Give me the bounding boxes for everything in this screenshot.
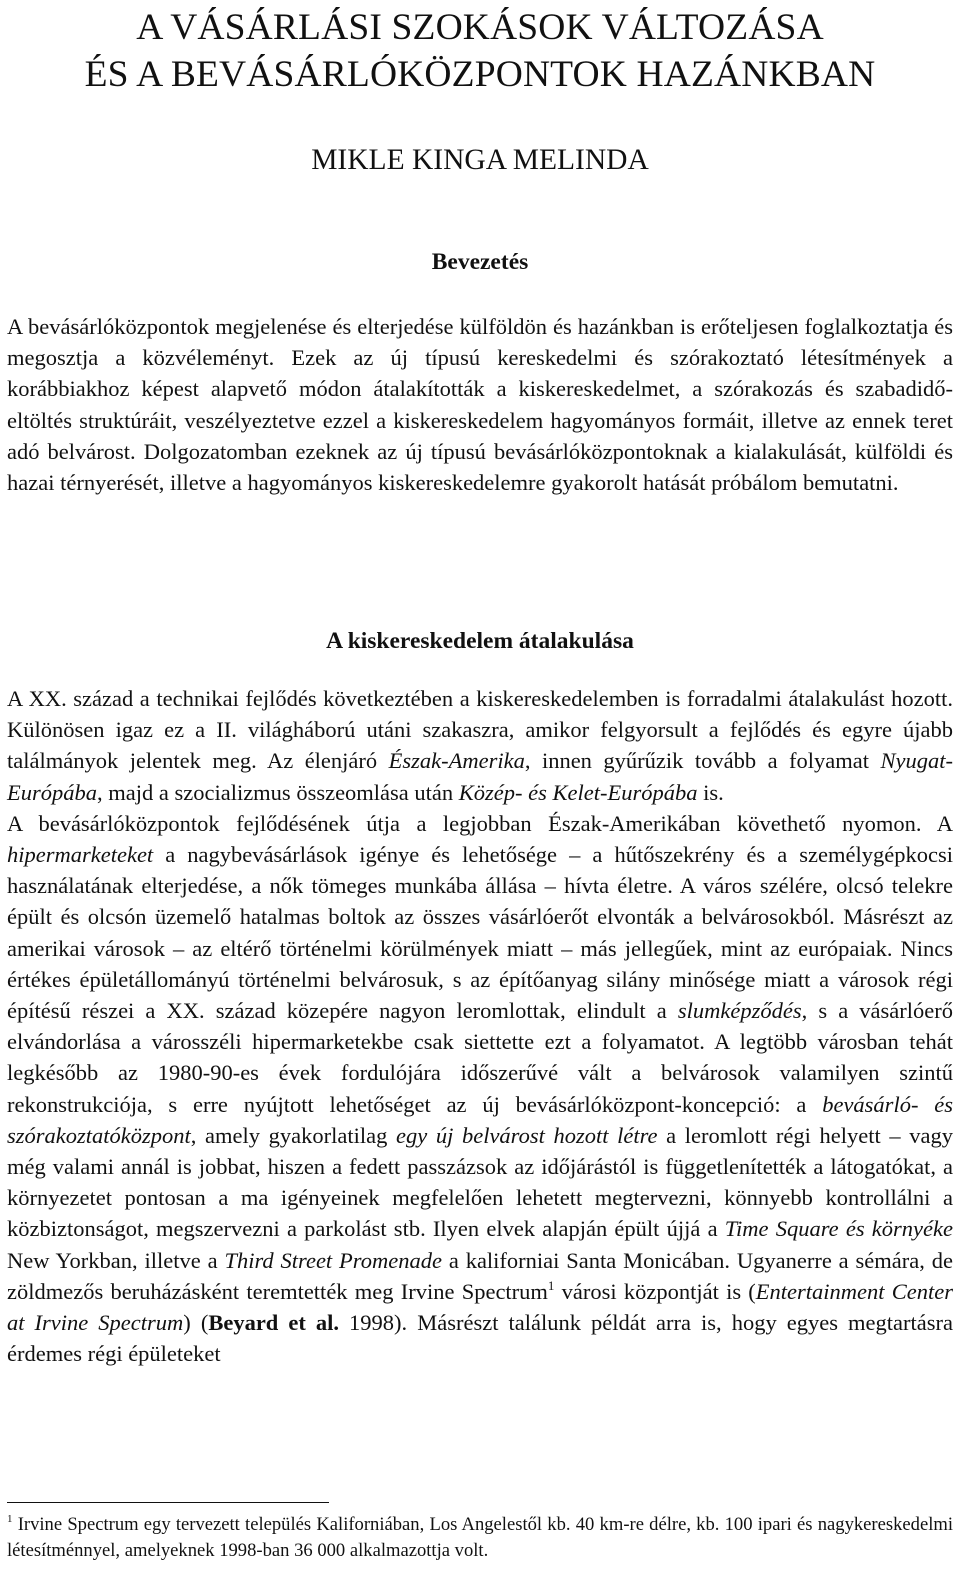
section-heading-retail-transformation: A kiskereskedelem átalakulása — [326, 628, 634, 654]
text-run: 1998). Másrészt találunk példát arra is, hogy egyes megtartásra érdemes régi épületeket — [7, 1310, 953, 1367]
introduction-body — [7, 311, 953, 498]
emphasis-western-europe: Nyugat-Európába — [7, 748, 953, 805]
text-run: New Yorkban, illetve a — [7, 1247, 225, 1273]
footnote-marker: 1 — [7, 1513, 13, 1525]
text-run: ) ( — [183, 1310, 209, 1336]
citation-author: Beyard et al. — [208, 1310, 340, 1336]
paper-title — [0, 4, 960, 98]
body-paragraph-2 — [7, 808, 953, 1370]
author-name: MIKLE KINGA MELINDA — [311, 144, 649, 176]
footnote-text: Irvine Spectrum egy tervezett település Kaliforniában, Los Angelestől kb. 40 km-re délre, kb. 100 ipari és nagykereskedelmi létesítménnyel, amelyeknek 1998-ban 36 000 alkalmazottja volt. — [7, 1514, 953, 1561]
text-run: városi központját is ( — [554, 1278, 756, 1304]
text-run: , majd a szocializmus összeomlása után — [97, 779, 459, 805]
emphasis-shopping-entertainment-center: bevásárló- és szórakoztatóközpont — [7, 1091, 953, 1148]
text-run: a kaliforniai Santa Monicában. Ugyanerre a sémára, de zöldmezős beruházásként teremtették meg Irvine Spectrum — [7, 1247, 953, 1304]
text-run: , s a vásárlóerő elvándorlása a városszéli hipermarketekbe csak siettette ezt a folyamatot. A legtöbb városban tehát legkésőbb az 1980-90-es évek fordulójára időszerűvé vált a belvárosok valamilyen szintű rekonstrukciója, s erre nyújtott lehetőséget az új bevásárlóközpont-koncepció: a — [7, 998, 953, 1117]
paper-title-line-1: A VÁSÁRLÁSI SZOKÁSOK VÁLTOZÁSA — [136, 7, 824, 48]
emphasis-central-eastern-europe: Közép- és Kelet-Európába — [458, 779, 698, 805]
body-paragraph-1 — [7, 683, 953, 808]
footnote-reference[interactable]: 1 — [547, 1277, 555, 1293]
text-run: A XX. század a technikai fejlődés következtében a kiskereskedelemben is forradalmi átalakulást hozott. Különösen igaz ez a II. világháború utáni szakaszra, amikor felgyorsult a fejlődés és egyre újabb találmányok jelentek meg. Az élenjáró — [7, 686, 953, 774]
text-run: a nagybevásárlások igénye és lehetősége – a hűtőszekrény és a személygépkocsi használatának elterjedése, a nők tömeges munkába állása – hívta életre. A város szélére, olcsó telekre épült és olcsón üzemelő hatalmas boltok az összes vásárlóerőt elvonták a belvárosokból. Másrészt az amerikai városok – az eltérő történelmi körülmények miatt – más jellegűek, mint az európaiak. Nincs értékes épületállományú történelmi belvárosuk, s az építőanyag silány minősége miatt a városok régi építésű részei a XX. század közepére nagyon leromlottak, elindult a — [7, 842, 953, 1024]
text-run: A bevásárlóközpontok fejlődésének útja a legjobban Észak-Amerikában követhető nyomon. A — [7, 810, 953, 836]
emphasis-north-america: Észak-Amerika — [388, 748, 525, 774]
emphasis-third-street-promenade: Third Street Promenade — [224, 1247, 442, 1273]
text-run: is. — [697, 779, 724, 805]
introduction-paragraph: A bevásárlóközpontok megjelenése és elterjedése külföldön és hazánkban is erőteljesen foglalkoztatja és megosztja a közvéleményt. Ezek az új típusú kereskedelmi és szórakoztató létesítmények a korábbiakhoz képest alapvető módon átalakították a kiskereskedelmet, a szórakozás és szabadidő-eltöltés struktúráit, veszélyeztetve ezzel a kiskereskedelem hagyományos formáit, illetve az ennek teret adó belvárost. Dolgozatomban ezeknek az új típusú bevásárlóközpontoknak a kialakulását, külföldi és hazai térnyerését, illetve a hagyományos kiskereskedelemre gyakorolt hatását próbálom bemutatni. — [7, 314, 953, 496]
text-run: , amely gyakorlatilag — [190, 1122, 396, 1148]
text-run: , innen gyűrűzik tovább a folyamat — [524, 748, 881, 774]
emphasis-entertainment-center: Entertainment Center at Irvine Spectrum — [7, 1278, 953, 1336]
emphasis-new-downtown: egy új belvárost hozott létre — [395, 1122, 658, 1148]
emphasis-hypermarkets: hipermarketeket — [7, 842, 154, 868]
paper-title-line-2: ÉS A BEVÁSÁRLÓKÖZPONTOK HAZÁNKBAN — [84, 54, 876, 95]
footnote-divider — [7, 1502, 329, 1503]
retail-transformation-body — [7, 683, 953, 1369]
emphasis-time-square: Time Square és környéke — [724, 1216, 953, 1242]
section-heading-introduction: Bevezetés — [431, 249, 529, 275]
emphasis-slum-formation: slumképződés — [677, 998, 802, 1024]
footnote — [7, 1512, 953, 1564]
text-run: a leromlott régi helyett – vagy még valami annál is jobbat, hiszen a fedett passzázsok az időjárástól is függetlenítették a látogatókat, a környezetet pontosan a ma igényeinek megfelelően lehetett megtervezni, könnyebb kontrollálni a közbiztonságot, megszervezni a parkolást stb. Ilyen elvek alapján épült újjá a — [7, 1122, 953, 1242]
